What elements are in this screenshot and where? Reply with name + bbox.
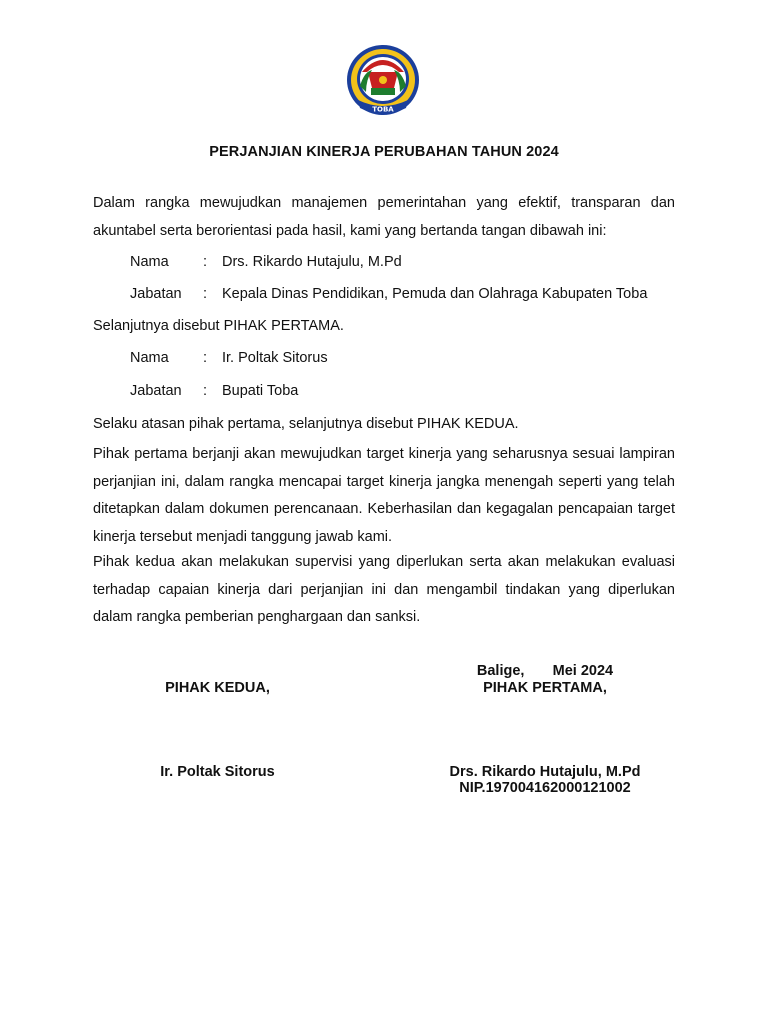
first-party-position: Kepala Dinas Pendidikan, Pemuda dan Olahraga Kabupaten Toba xyxy=(222,286,648,302)
position-label: Jabatan xyxy=(130,286,182,302)
first-party-name-row xyxy=(130,252,402,272)
separator: : xyxy=(203,350,208,366)
second-party-position: Bupati Toba xyxy=(222,383,299,399)
first-party-name: Drs. Rikardo Hutajulu, M.Pd xyxy=(222,254,402,270)
second-party-position-row xyxy=(130,381,298,401)
second-party-signature-title: PIHAK KEDUA, xyxy=(165,680,270,696)
position-label: Jabatan xyxy=(130,383,182,399)
first-party-designation: Selanjutnya disebut PIHAK PERTAMA. xyxy=(93,318,344,334)
second-party-name: Ir. Poltak Sitorus xyxy=(222,350,328,366)
first-party-signatory-name: Drs. Rikardo Hutajulu, M.Pd xyxy=(449,764,641,780)
logo-text: TOBA xyxy=(372,105,394,114)
first-party-position-row xyxy=(130,284,647,304)
separator: : xyxy=(203,254,208,270)
second-party-designation: Selaku atasan pihak pertama, selanjutnya disebut PIHAK KEDUA. xyxy=(93,416,519,432)
document-title: PERJANJIAN KINERJA PERUBAHAN TAHUN 2024 xyxy=(209,144,559,160)
first-party-nip: NIP.197004162000121002 xyxy=(459,780,631,796)
name-label: Nama xyxy=(130,254,169,270)
place-date: Balige, Mei 2024 xyxy=(476,663,614,679)
first-party-signature-title: PIHAK PERTAMA, xyxy=(483,680,607,696)
intro-paragraph: Dalam rangka mewujudkan manajemen pemerintahan yang efektif, transparan dan akuntabel serta berorientasi pada hasil, kami yang bertanda tangan dibawah ini: xyxy=(93,195,675,239)
commitment-paragraph: Pihak pertama berjanji akan mewujudkan target kinerja yang seharusnya sesuai lampiran perjanjian ini, dalam rangka mencapai target kinerja jangka menengah seperti yang telah ditetapkan dalam dokumen perencanaan. Keberhasilan dan kegagalan pencapaian target kinerja tersebut menjadi tanggung jawab kami. xyxy=(93,446,675,545)
second-party-name-row xyxy=(130,348,328,368)
separator: : xyxy=(203,383,208,399)
toba-regency-emblem-icon xyxy=(344,42,422,122)
separator: : xyxy=(203,286,208,302)
second-party-signatory-name: Ir. Poltak Sitorus xyxy=(160,764,275,780)
name-label: Nama xyxy=(130,350,169,366)
supervision-paragraph: Pihak kedua akan melakukan supervisi yang diperlukan serta akan melakukan evaluasi terhadap capaian kinerja dari perjanjian ini dan mengambil tindakan yang diperlukan dalam rangka pemberian penghargaan dan sanksi. xyxy=(93,554,675,625)
